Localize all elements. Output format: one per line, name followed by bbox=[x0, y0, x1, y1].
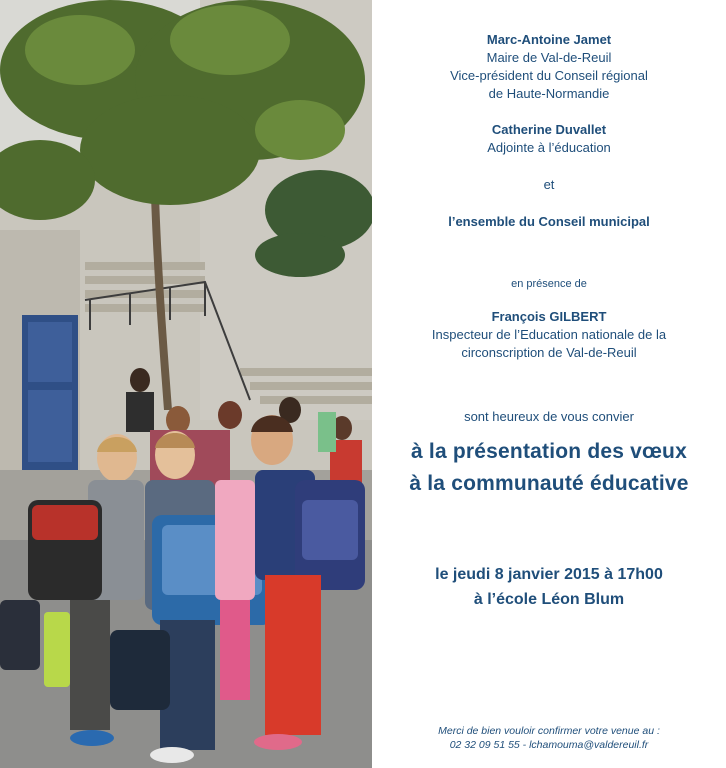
host1-name: Marc-Antoine Jamet bbox=[486, 32, 612, 47]
headline-line-2: à la communauté éducative bbox=[409, 472, 689, 495]
guest-title-2: circonscription de Val-de-Reuil bbox=[461, 345, 637, 360]
host1-title-3: de Haute-Normandie bbox=[488, 86, 610, 101]
host1-title-1: Maire de Val-de-Reuil bbox=[486, 50, 612, 65]
invitation-text-panel bbox=[372, 0, 726, 768]
host1-title-2: Vice-président du Conseil régional bbox=[450, 68, 648, 83]
guest-name: François GILBERT bbox=[491, 309, 607, 324]
invite-text: sont heureux de vous convier bbox=[464, 409, 634, 424]
rsvp-contact: 02 32 09 51 55 - lchamouma@valdereuil.fr bbox=[449, 739, 649, 751]
host2-title: Adjointe à l’éducation bbox=[487, 140, 611, 155]
rsvp-line-1: Merci de bien vouloir confirmer votre venue au : bbox=[438, 725, 660, 737]
conjunction: et bbox=[543, 177, 555, 192]
event-date: le jeudi 8 janvier 2015 à 17h00 bbox=[435, 566, 663, 583]
presence-label: en présence de bbox=[511, 278, 587, 290]
council: l’ensemble du Conseil municipal bbox=[448, 214, 650, 229]
guest-title-1: Inspecteur de l’Education nationale de la bbox=[431, 327, 667, 342]
event-place: à l’école Léon Blum bbox=[473, 591, 625, 608]
host2-name: Catherine Duvallet bbox=[491, 122, 607, 137]
headline-line-1: à la présentation des vœux bbox=[411, 440, 687, 463]
